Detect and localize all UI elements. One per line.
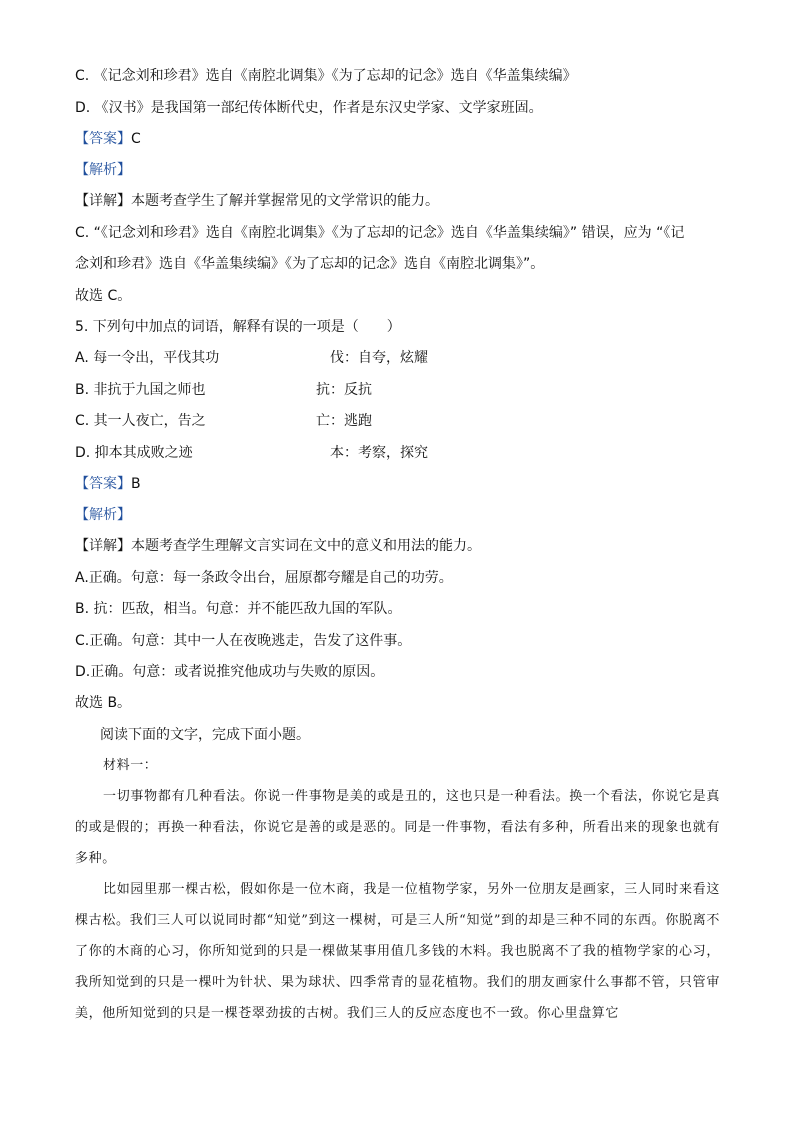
q5-option-c: C. 其一人夜亡，告之 <box>75 413 206 429</box>
q4-analysis-tag <box>75 160 734 180</box>
material-paragraph-1: 一切事物都有几种看法。你说一件事物是美的或是丑的，这也只是一种看法。换一个看法，你说它是真的或是假的；再换一种看法，你说它是善的或是恶的。同是一件事物，看法有多种，所看出来的现象也就有多种。 <box>75 789 720 866</box>
q4-detail-line <box>75 191 734 211</box>
q5-answer-line <box>75 474 734 494</box>
detail-tag: 【详解】 <box>75 538 131 554</box>
q5-option-d: D. 抑本其成败之迹 <box>75 445 193 461</box>
q4-option-d: D. 《汉书》是我国第一部纪传体断代史，作者是东汉史学家、文学家班固。 <box>75 100 543 116</box>
q5-analysis-tag <box>75 505 734 525</box>
q5-conclusion: 故选 B。 <box>75 695 132 711</box>
q5-stem: 5. 下列句中加点的词语，解释有误的一项是（ ） <box>75 319 401 335</box>
reading-instruction: 阅读下面的文字，完成下面小题。 <box>100 727 310 743</box>
q5-detail-line <box>75 536 734 556</box>
q4-explain-line-1: C. “《记念刘和珍君》选自《南腔北调集》《为了忘却的记念》选自《华盖集续编》” 错误，应为 “《记 <box>75 225 685 241</box>
q5-detail: 本题考查学生理解文言实词在文中的意义和用法的能力。 <box>131 538 481 554</box>
analysis-tag: 【解析】 <box>75 162 131 178</box>
q5-option-a: A. 每一令出，平伐其功 <box>75 350 220 366</box>
q5-explain-a: A.正确。句意：每一条政令出台，屈原都夸耀是自己的功劳。 <box>75 570 453 586</box>
material-paragraph-2: 比如园里那一棵古松，假如你是一位木商，我是一位植物学家，另外一位朋友是画家，三人同时来看这棵古松。我们三人可以说同时都“知觉”到这一棵树，可是三人所“知觉”到的却是三种不同的东西。你脱离不了你的木商的心习，你所知觉到的只是一棵做某事用值几多钱的木料。我也脱离不了我的植物学家的心习，我所知觉到的只是一棵叶为针状、果为球状、四季常青的显花植物。我们的朋友画家什么事都不管，只管审美，他所知觉到的只是一棵苍翠劲拔的古树。我们三人的反应态度也不一致。你心里盘算它 <box>75 882 720 1021</box>
q4-detail: 本题考查学生了解并掌握常见的文学常识的能力。 <box>131 193 439 209</box>
q4-option-c: C. 《记念刘和珍君》选自《南腔北调集》《为了忘却的记念》选自《华盖集续编》 <box>75 68 577 84</box>
q4-explain-line-2: 念刘和珍君》选自《华盖集续编》《为了忘却的记念》选自《南腔北调集》”。 <box>75 256 545 272</box>
q5-option-a-gloss: 伐：自夸，炫耀 <box>330 350 428 366</box>
q4-conclusion: 故选 C。 <box>75 288 132 304</box>
q5-explain-b: B. 抗：匹敌，相当。句意：并不能匹敌九国的军队。 <box>75 601 402 617</box>
detail-tag: 【详解】 <box>75 193 131 209</box>
q5-explain-c: C.正确。句意：其中一人在夜晚逃走，告发了这件事。 <box>75 633 412 649</box>
q5-option-d-gloss: 本：考察，探究 <box>330 445 428 461</box>
q5-explain-d: D.正确。句意：或者说推究他成功与失败的原因。 <box>75 664 385 680</box>
answer-tag: 【答案】 <box>75 131 131 147</box>
q5-answer: B <box>131 476 141 492</box>
q5-option-c-gloss: 亡：逃跑 <box>316 413 372 429</box>
analysis-tag: 【解析】 <box>75 507 131 523</box>
answer-tag: 【答案】 <box>75 476 131 492</box>
q5-option-b: B. 非抗于九国之师也 <box>75 382 206 398</box>
q4-answer: C <box>131 131 141 147</box>
material-label: 材料一： <box>103 758 158 773</box>
q5-option-b-gloss: 抗：反抗 <box>316 382 372 398</box>
q4-answer-line <box>75 129 734 149</box>
